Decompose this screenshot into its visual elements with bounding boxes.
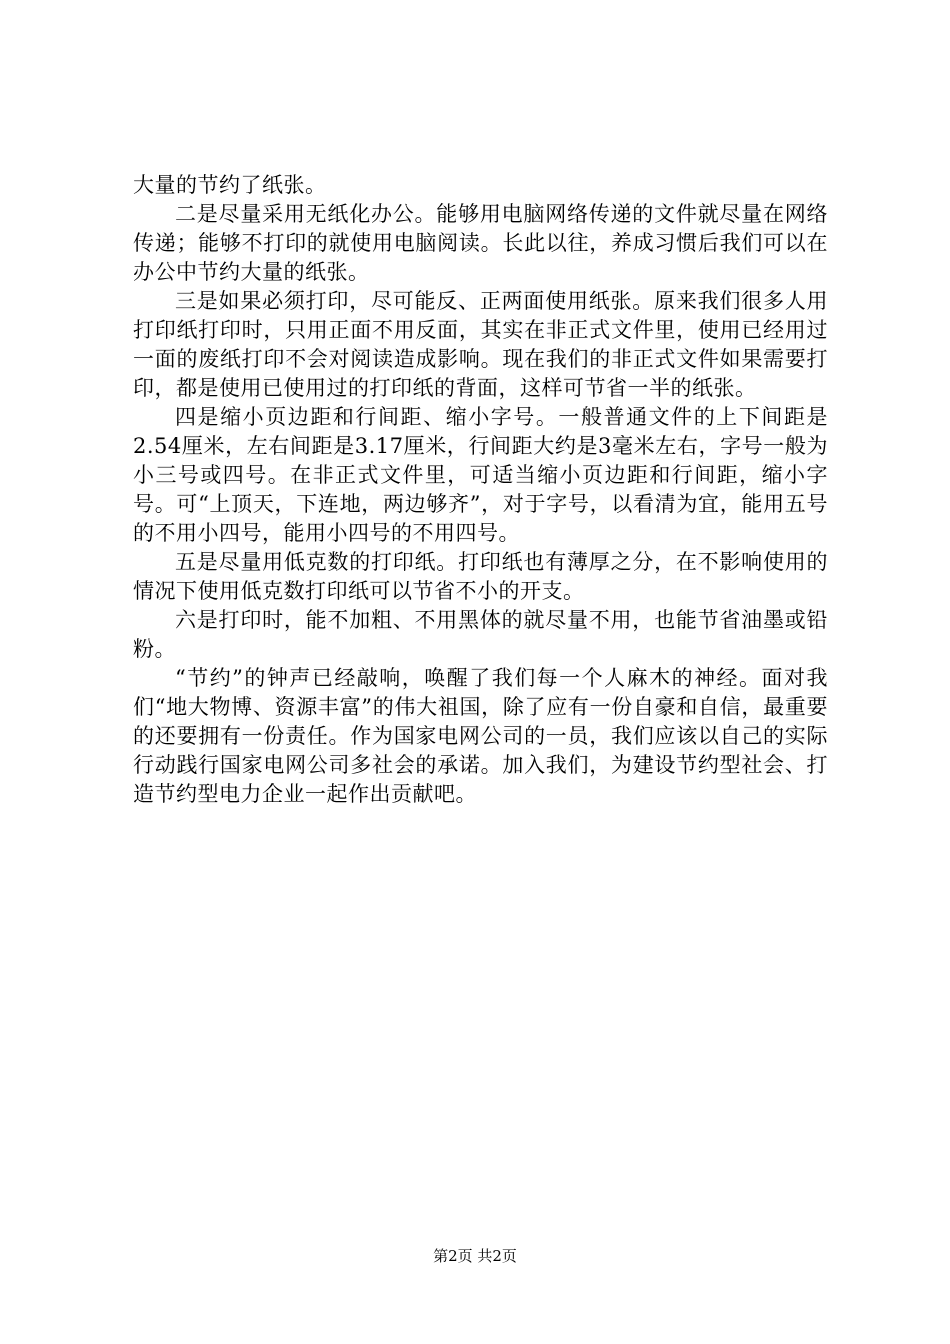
paragraph-margins-font: 四是缩小页边距和行间距、缩小字号。一般普通文件的上下间距是2.54厘米，左右间距是3.17厘米，行间距大约是3毫米左右，字号一般为小三号或四号。在非正式文件里，可适当缩小页边距和行间距，缩小字号。可“上顶天，下连地，两边够齐”，对于字号，以看清为宜，能用五号的不用小四号，能用小四号的不用四号。 xyxy=(133,405,828,545)
paragraph-no-bold: 六是打印时，能不加粗、不用黑体的就尽量不用，也能节省油墨或铅粉。 xyxy=(133,608,828,661)
paragraph-conclusion: “节约”的钟声已经敲响，唤醒了我们每一个人麻木的神经。面对我们“地大物博、资源丰富”的伟大祖国，除了应有一份自豪和自信，最重要的还要拥有一份责任。作为国家电网公司的一员，我们应该以自己的实际行动践行国家电网公司多社会的承诺。加入我们，为建设节约型社会、打造节约型电力企业一起作出贡献吧。 xyxy=(133,666,828,806)
paragraph-low-weight-paper: 五是尽量用低克数的打印纸。打印纸也有薄厚之分，在不影响使用的情况下使用低克数打印纸可以节省不小的开支。 xyxy=(133,550,828,603)
page-number-footer: 第2页 共2页 xyxy=(433,1247,517,1265)
document-body xyxy=(133,171,828,809)
paragraph-continuation: 大量的节约了纸张。 xyxy=(133,173,327,197)
paragraph-double-sided: 三是如果必须打印，尽可能反、正两面使用纸张。原来我们很多人用打印纸打印时，只用正面不用反面，其实在非正式文件里，使用已经用过一面的废纸打印不会对阅读造成影响。现在我们的非正式文件如果需要打印，都是使用已使用过的打印纸的背面，这样可节省一半的纸张。 xyxy=(133,289,828,400)
paragraph-paperless-office: 二是尽量采用无纸化办公。能够用电脑网络传递的文件就尽量在网络传递；能够不打印的就使用电脑阅读。长此以往，养成习惯后我们可以在办公中节约大量的纸张。 xyxy=(133,202,828,284)
